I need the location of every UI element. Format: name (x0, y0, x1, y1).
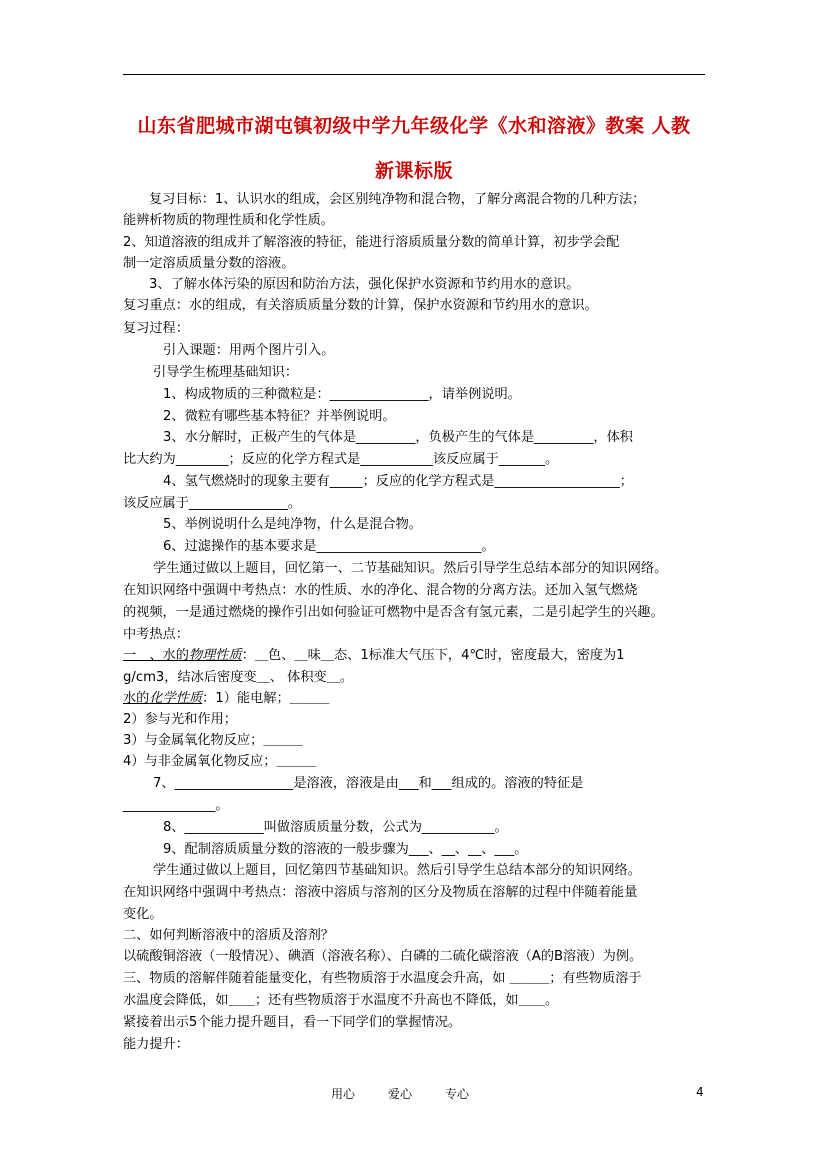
physical-property-text: ：＿色、＿味＿态、1标准大气压下，4℃时，密度最大，密度为1 (241, 648, 625, 663)
water-physical-line1 (123, 647, 625, 664)
water-physical-line2: g/cm3，结冰后密度变＿、 体积变＿。 (123, 670, 354, 685)
water-chemical-line1 (123, 690, 329, 707)
review-process: 复习过程： (123, 321, 189, 336)
water-chemical-line3: 3）与金属氧化物反应；＿＿＿ (123, 733, 303, 748)
question-4-line1: 4、氢气燃烧时的现象主要有_____；反应的化学方程式是___________________； (163, 474, 633, 489)
physical-property-term: 物理性质 (188, 648, 242, 663)
question-8: 8、____________叫做溶质质量分数，公式为___________。 (163, 820, 508, 835)
review-focus: 复习重点：水的组成，有关溶质质量分数的计算，保护水资源和节约用水的意识。 (123, 298, 598, 313)
summary-2-line2: 在知识网络中强调中考热点：溶液中溶质与溶剂的区分及物质在溶解的过程中伴随着能量 (123, 885, 638, 900)
chemical-property-term: 化学性质 (149, 691, 203, 706)
exam-hotspots-label: 中考热点： (123, 627, 189, 642)
doc-title-line1: 山东省肥城市湖屯镇初级中学九年级化学《水和溶液》教案 人教 (137, 115, 691, 137)
review-goals-line4: 制一定溶质质量分数的溶液。 (123, 256, 295, 271)
question-3-line1: 3、水分解时，正极产生的气体是_________，负极产生的气体是_________，体积 (163, 430, 633, 445)
footer-motto-2: 爱心 (388, 1087, 413, 1101)
review-goals-line1: 复习目标：1、认识水的组成，会区别纯净物和混合物，了解分离混合物的几种方法； (149, 192, 646, 207)
summary-1-line2: 在知识网络中强调中考热点：水的性质、水的净化、混合物的分离方法。还加入氢气燃烧 (123, 583, 638, 598)
summary-1-line1: 学生通过做以上题目，回忆第一、二节基础知识。然后引导学生总结本部分的知识网络。 (153, 561, 668, 576)
doc-title-line2: 新课标版 (374, 160, 453, 182)
page-number: 4 (696, 1085, 704, 1099)
water-chemical-line2: 2）参与光和作用； (123, 712, 237, 727)
chemical-property-text: ：1）能电解；＿＿＿ (202, 691, 330, 706)
ability-intro: 紧接着出示5个能力提升题目，看一下同学们的掌握情况。 (123, 1015, 462, 1030)
footer-motto-3: 专心 (445, 1087, 470, 1101)
guide-basics: 引导学生梳理基础知识： (153, 365, 299, 380)
question-4-line2: 该反应属于_______________。 (123, 496, 302, 511)
section-three-line1: 三、物质的溶解伴随着能量变化，有些物质溶于水温度会升高，如 ＿＿＿；有些物质溶于 (123, 971, 642, 986)
water-chemical-line4: 4）与非金属氧化物反应；＿＿＿ (123, 754, 317, 769)
section-one-label: 一 、水的 (123, 648, 189, 663)
review-goals-line3: 2、知道溶液的组成并了解溶液的特征，能进行溶质质量分数的简单计算，初步学会配 (123, 235, 620, 250)
review-goals-line5: 3、了解水体污染的原因和防治方法，强化保护水资源和节约用水的意识。 (149, 277, 580, 292)
question-6: 6、过滤操作的基本要求是_________________________。 (163, 539, 495, 554)
intro-topic: 引入课题：用两个图片引入。 (163, 343, 335, 358)
footer-motto-1: 用心 (331, 1087, 356, 1101)
question-3-line2: 比大约为________；反应的化学方程式是___________该反应属于_______。 (123, 452, 559, 467)
question-9: 9、配制溶质质量分数的溶液的一般步骤为___、__、__、___。 (163, 842, 528, 857)
header-rule (123, 74, 705, 75)
summary-2-line1: 学生通过做以上题目，回忆第四节基础知识。然后引导学生总结本部分的知识网络。 (153, 863, 641, 878)
question-7-line1: 7、__________________是溶液，溶液是由___和___组成的。溶液的特征是 (153, 776, 584, 791)
review-goals-line2: 能辨析物质的物理性质和化学性质。 (123, 213, 334, 228)
section-three-line2: 水温度会降低，如＿＿；还有些物质溶于水温度不升高也不降低，如＿＿。 (123, 993, 559, 1008)
water-label: 水的 (123, 691, 150, 706)
question-5: 5、举例说明什么是纯净物，什么是混合物。 (163, 517, 422, 532)
ability-heading: 能力提升： (123, 1037, 189, 1052)
summary-1-line3: 的视频，一是通过燃烧的操作引出如何验证可燃物中是否含有氢元素，二是引起学生的兴趣。 (123, 605, 664, 620)
question-1: 1、构成物质的三种微粒是：_______________，请举例说明。 (163, 387, 521, 402)
question-7-line2: ______________。 (123, 798, 229, 813)
section-two-heading: 二、如何判断溶液中的溶质及溶剂？ (123, 928, 334, 943)
summary-2-line3: 变化。 (123, 907, 163, 922)
section-two-example: 以硫酸铜溶液（一般情况）、碘酒（溶液名称）、白磷的二硫化碳溶液（A的B溶液）为例。 (123, 949, 643, 964)
question-2: 2、微粒有哪些基本特征？并举例说明。 (163, 409, 396, 424)
